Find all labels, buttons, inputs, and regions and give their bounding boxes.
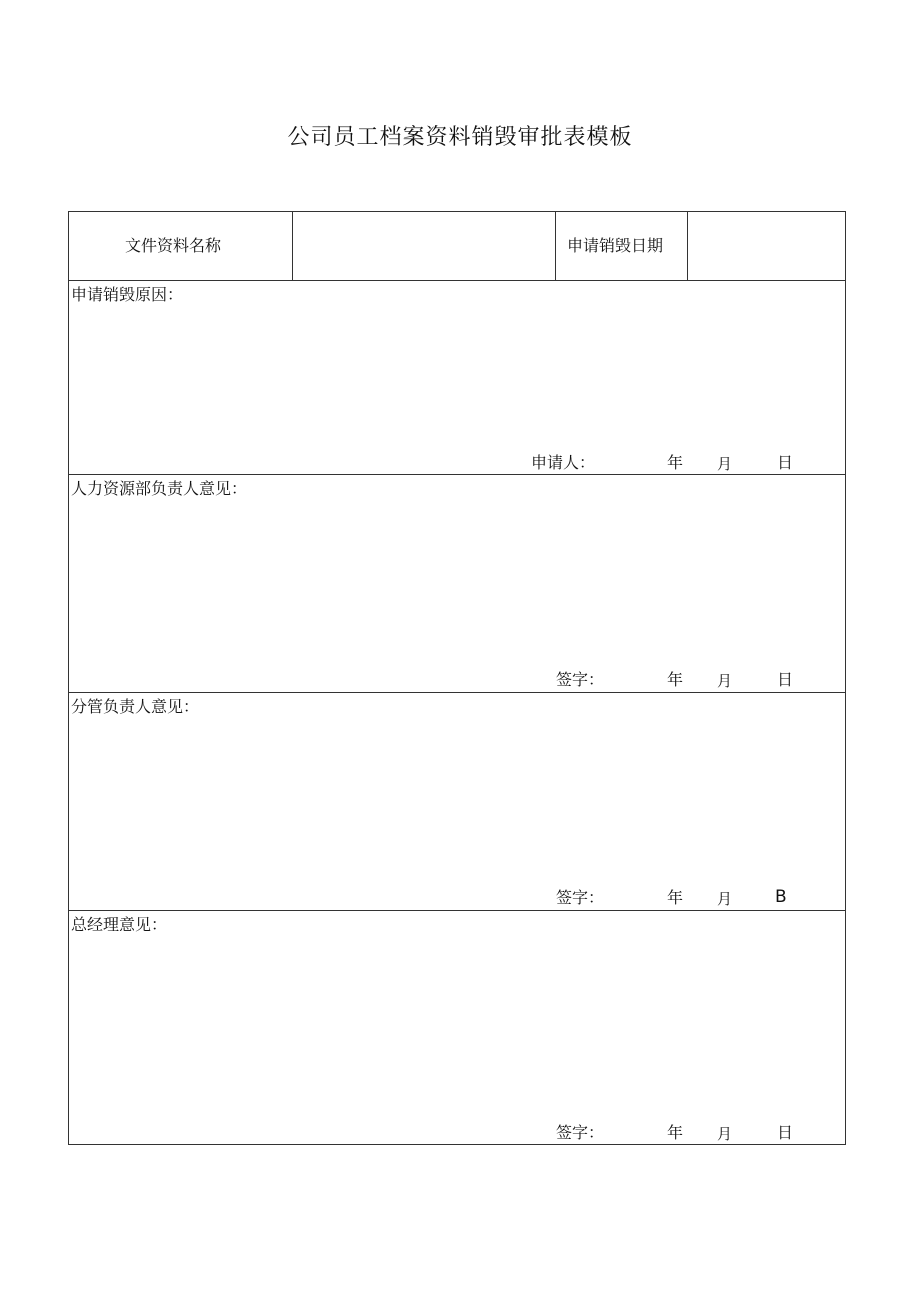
header-divider-2 <box>555 212 556 280</box>
form-title: 公司员工档案资料销毁审批表模板 <box>287 125 633 150</box>
approval-form-table <box>68 211 846 1145</box>
applicant-label: 申请人： <box>531 453 596 472</box>
signature-label: 签字： <box>556 670 605 689</box>
month-label: 月 <box>717 672 733 690</box>
year-label: 年 <box>667 1123 684 1142</box>
day-label: 日 <box>777 1123 794 1142</box>
general-manager-opinion-label: 总经理意见： <box>71 915 168 934</box>
month-label: 月 <box>717 1125 733 1143</box>
year-label: 年 <box>667 453 684 472</box>
header-divider-1 <box>292 212 293 280</box>
apply-date-label: 申请销毁日期 <box>567 236 664 255</box>
doc-name-label: 文件资料名称 <box>125 236 222 255</box>
row-divider-1 <box>69 280 845 281</box>
month-label: 月 <box>717 455 733 473</box>
day-label: B <box>775 887 787 907</box>
supervisor-opinion-label: 分管负责人意见： <box>71 697 200 716</box>
destroy-reason-label: 申请销毁原因： <box>71 285 184 304</box>
day-label: 日 <box>777 670 794 689</box>
day-label: 日 <box>777 453 794 472</box>
header-divider-3 <box>687 212 688 280</box>
signature-label: 签字： <box>556 888 605 907</box>
year-label: 年 <box>667 670 684 689</box>
row-divider-3 <box>69 692 845 693</box>
row-divider-4 <box>69 910 845 911</box>
year-label: 年 <box>667 888 684 907</box>
signature-label: 签字： <box>556 1123 605 1142</box>
month-label: 月 <box>717 890 733 908</box>
hr-opinion-label: 人力资源部负责人意见： <box>71 479 248 498</box>
